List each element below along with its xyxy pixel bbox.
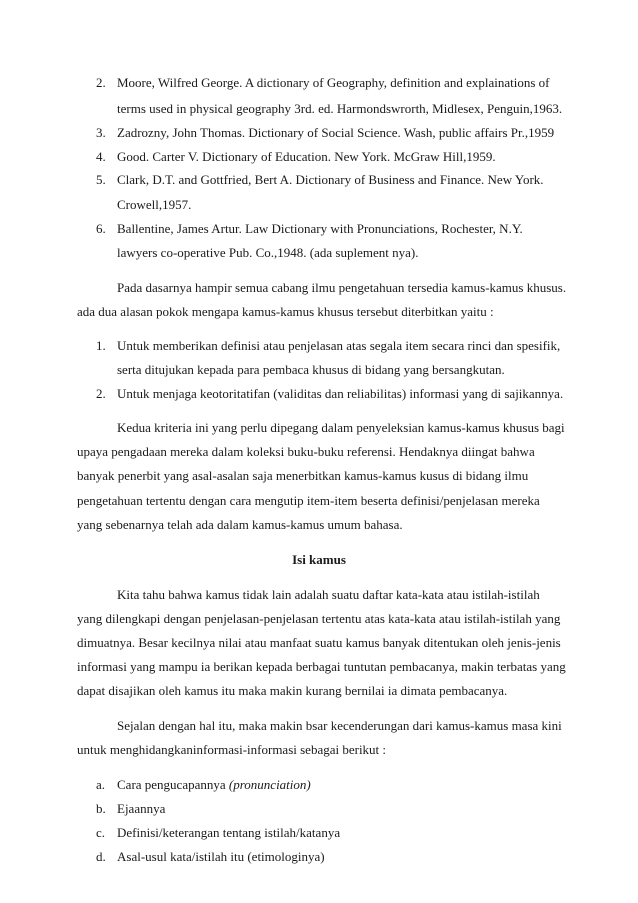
- list-letter: c.: [96, 825, 106, 840]
- paragraph-line: untuk menghidangkaninformasi-informasi sebagai berikut :: [77, 742, 387, 757]
- list-letter: d.: [96, 849, 106, 864]
- list-item-italic: (pronunciation): [228, 777, 311, 792]
- list-item-line: Ballentine, James Artur. Law Dictionary with Pronunciations, Rochester, N.Y.: [117, 221, 523, 236]
- list-item-line: Moore, Wilfred George. A dictionary of Geography, definition and explainations of: [117, 75, 550, 90]
- list-number: 4.: [96, 149, 106, 164]
- list-letter: a.: [96, 777, 106, 792]
- paragraph-line: informasi yang mampu ia berikan kepada berbagai tuntutan pembacanya, makin terbatas yang: [77, 659, 566, 674]
- list-number: 5.: [96, 172, 106, 187]
- list-item-line: [117, 777, 311, 793]
- list-item-line: Zadrozny, John Thomas. Dictionary of Social Science. Wash, public affairs Pr.,1959: [117, 125, 555, 140]
- list-letter: b.: [96, 801, 106, 816]
- paragraph-line: dimuatnya. Besar kecilnya nilai atau manfaat suatu kamus banyak ditentukan oleh jenis-jenis: [77, 635, 561, 650]
- list-item-line: Ejaannya: [117, 801, 166, 816]
- list-item-line: Untuk memberikan definisi atau penjelasan atas segala item secara rinci dan spesifik,: [117, 338, 561, 353]
- paragraph-line: Kita tahu bahwa kamus tidak lain adalah suatu daftar kata-kata atau istilah-istilah: [117, 587, 540, 602]
- paragraph-line: banyak penerbit yang asal-asalan saja menerbitkan kamus-kamus kusus di bidang ilmu: [77, 468, 529, 483]
- paragraph-line: Pada dasarnya hampir semua cabang ilmu pengetahuan tersedia kamus-kamus khusus.: [117, 280, 567, 295]
- paragraph-line: ada dua alasan pokok mengapa kamus-kamus khusus tersebut diterbitkan yaitu :: [77, 304, 494, 319]
- list-item-line: Asal-usul kata/istilah itu (etimologinya): [117, 849, 325, 864]
- paragraph-line: pengetahuan tertentu dengan cara mengutip item-item beserta definisi/penjelasan mereka: [77, 493, 540, 508]
- list-item-text: Cara pengucapannya: [117, 777, 226, 792]
- list-item-line: Crowell,1957.: [117, 197, 192, 212]
- list-item-line: Definisi/keterangan tentang istilah/katanya: [117, 825, 341, 840]
- list-item-line: terms used in physical geography 3rd. ed. Harmondswrorth, Midlesex, Penguin,1963.: [117, 101, 563, 116]
- list-item-line: lawyers co-operative Pub. Co.,1948. (ada suplement nya).: [117, 245, 419, 260]
- paragraph-line: upaya pengadaan mereka dalam koleksi buku-buku referensi. Hendaknya diingat bahwa: [77, 444, 535, 459]
- list-item-line: serta ditujukan kepada para pembaca khusus di bidang yang bersangkutan.: [117, 362, 505, 377]
- paragraph-line: yang dilengkapi dengan penjelasan-penjelasan tertentu atas kata-kata atau istilah-istilah yang: [77, 611, 561, 626]
- paragraph-line: dapat disajikan oleh kamus itu maka makin kurang bernilai ia dimata pembacanya.: [77, 683, 508, 698]
- paragraph-line: Kedua kriteria ini yang perlu dipegang dalam penyeleksian kamus-kamus khusus bagi: [117, 420, 565, 435]
- list-number: 2.: [96, 75, 106, 90]
- section-heading: Isi kamus: [292, 552, 346, 567]
- list-number: 6.: [96, 221, 106, 236]
- list-number: 2.: [96, 386, 106, 401]
- list-item-line: Untuk menjaga keotoritatifan (validitas dan reliabilitas) informasi yang di sajikannya.: [117, 386, 564, 401]
- paragraph-line: yang sebenarnya telah ada dalam kamus-kamus umum bahasa.: [77, 517, 403, 532]
- list-number: 3.: [96, 125, 106, 140]
- paragraph-line: Sejalan dengan hal itu, maka makin bsar kecenderungan dari kamus-kamus masa kini: [117, 718, 562, 733]
- list-number: 1.: [96, 338, 106, 353]
- list-item-line: Good. Carter V. Dictionary of Education. New York. McGraw Hill,1959.: [117, 149, 496, 164]
- list-item-line: Clark, D.T. and Gottfried, Bert A. Dictionary of Business and Finance. New York.: [117, 172, 544, 187]
